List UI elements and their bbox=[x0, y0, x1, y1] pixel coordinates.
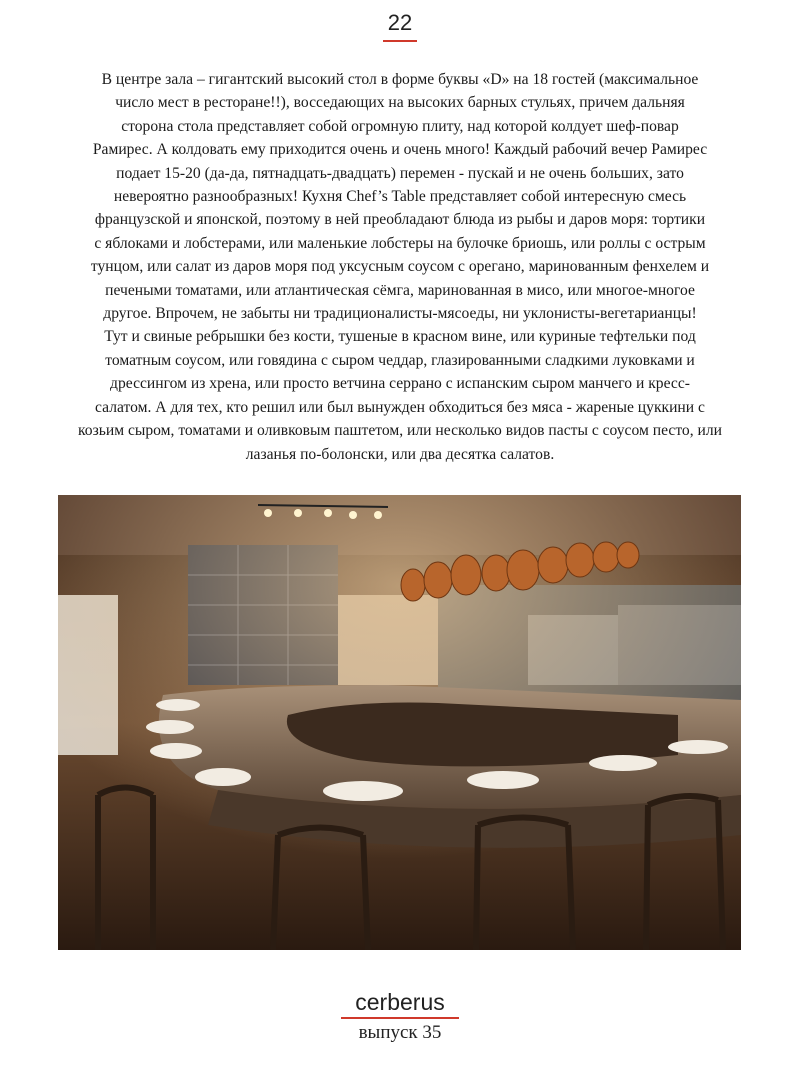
article-line: дрессингом из хрена, или просто ветчина серрано с испанским сыром манчего и кресс- bbox=[110, 375, 690, 393]
article-line: с яблоками и лобстерами, или маленькие лобстеры на булочке бриошь, или роллы с острым bbox=[94, 234, 706, 252]
article-line: тунцом, или салат из даров моря под уксусным соусом с орегано, маринованным фенхелем и bbox=[90, 258, 710, 276]
photo-illustration bbox=[58, 495, 741, 950]
article-line: другое. Впрочем, не забыты ни традиционалисты-мясоеды, ни уклонисты-вегетарианцы! bbox=[103, 305, 697, 323]
article-line: число мест в ресторане!!), восседающих на высоких барных стульях, причем дальняя bbox=[115, 94, 685, 112]
page-number-underline bbox=[383, 40, 417, 42]
page-number: 22 bbox=[387, 10, 413, 35]
article-line: салатом. А для тех, кто решил или был вынужден обходиться без мяса - жареные цуккини с bbox=[95, 398, 705, 416]
article-line: лазанья по-болонски, или два десятка салатов. bbox=[245, 445, 555, 463]
article-line: козьим сыром, томатами и оливковым паштетом, или несколько видов пасты с соусом песто, или bbox=[78, 422, 722, 440]
article-line: В центре зала – гигантский высокий стол в форме буквы «D» на 18 гостей (максимальное bbox=[101, 71, 699, 88]
article-line: сторона стола представляет собой огромную плиту, над которой колдует шеф-повар bbox=[121, 117, 679, 135]
article-line: французской и японской, поэтому в ней преобладают блюда из рыбы и даров моря: тортики bbox=[94, 211, 706, 229]
magazine-brand: cerberus bbox=[355, 989, 445, 1015]
article-line: томатным соусом, или говядина с сыром чеддар, глазированными сладкими луковками и bbox=[105, 351, 695, 369]
article-body bbox=[20, 68, 780, 466]
restaurant-kitchen-photo bbox=[58, 495, 741, 950]
article-line: Тут и свиные ребрышки без кости, тушеные в красном вине, или куриные тефтельки под bbox=[104, 328, 696, 346]
issue-number: выпуск 35 bbox=[358, 1022, 442, 1043]
article-line: печеными томатами, или атлантическая сёмга, маринованная в мисо, или многое-многое bbox=[105, 281, 695, 299]
article-line: Рамирес. А колдовать ему приходится очень и очень много! Каждый рабочий вечер Рамирес bbox=[92, 141, 708, 159]
article-line: невероятно разнообразных! Кухня Chef’s Table представляет собой интересную смесь bbox=[113, 188, 687, 206]
article-line: подает 15-20 (да-да, пятнадцать-двадцать) перемен - пускай и не очень больших, зато bbox=[116, 164, 684, 182]
brand-underline bbox=[341, 1017, 459, 1019]
